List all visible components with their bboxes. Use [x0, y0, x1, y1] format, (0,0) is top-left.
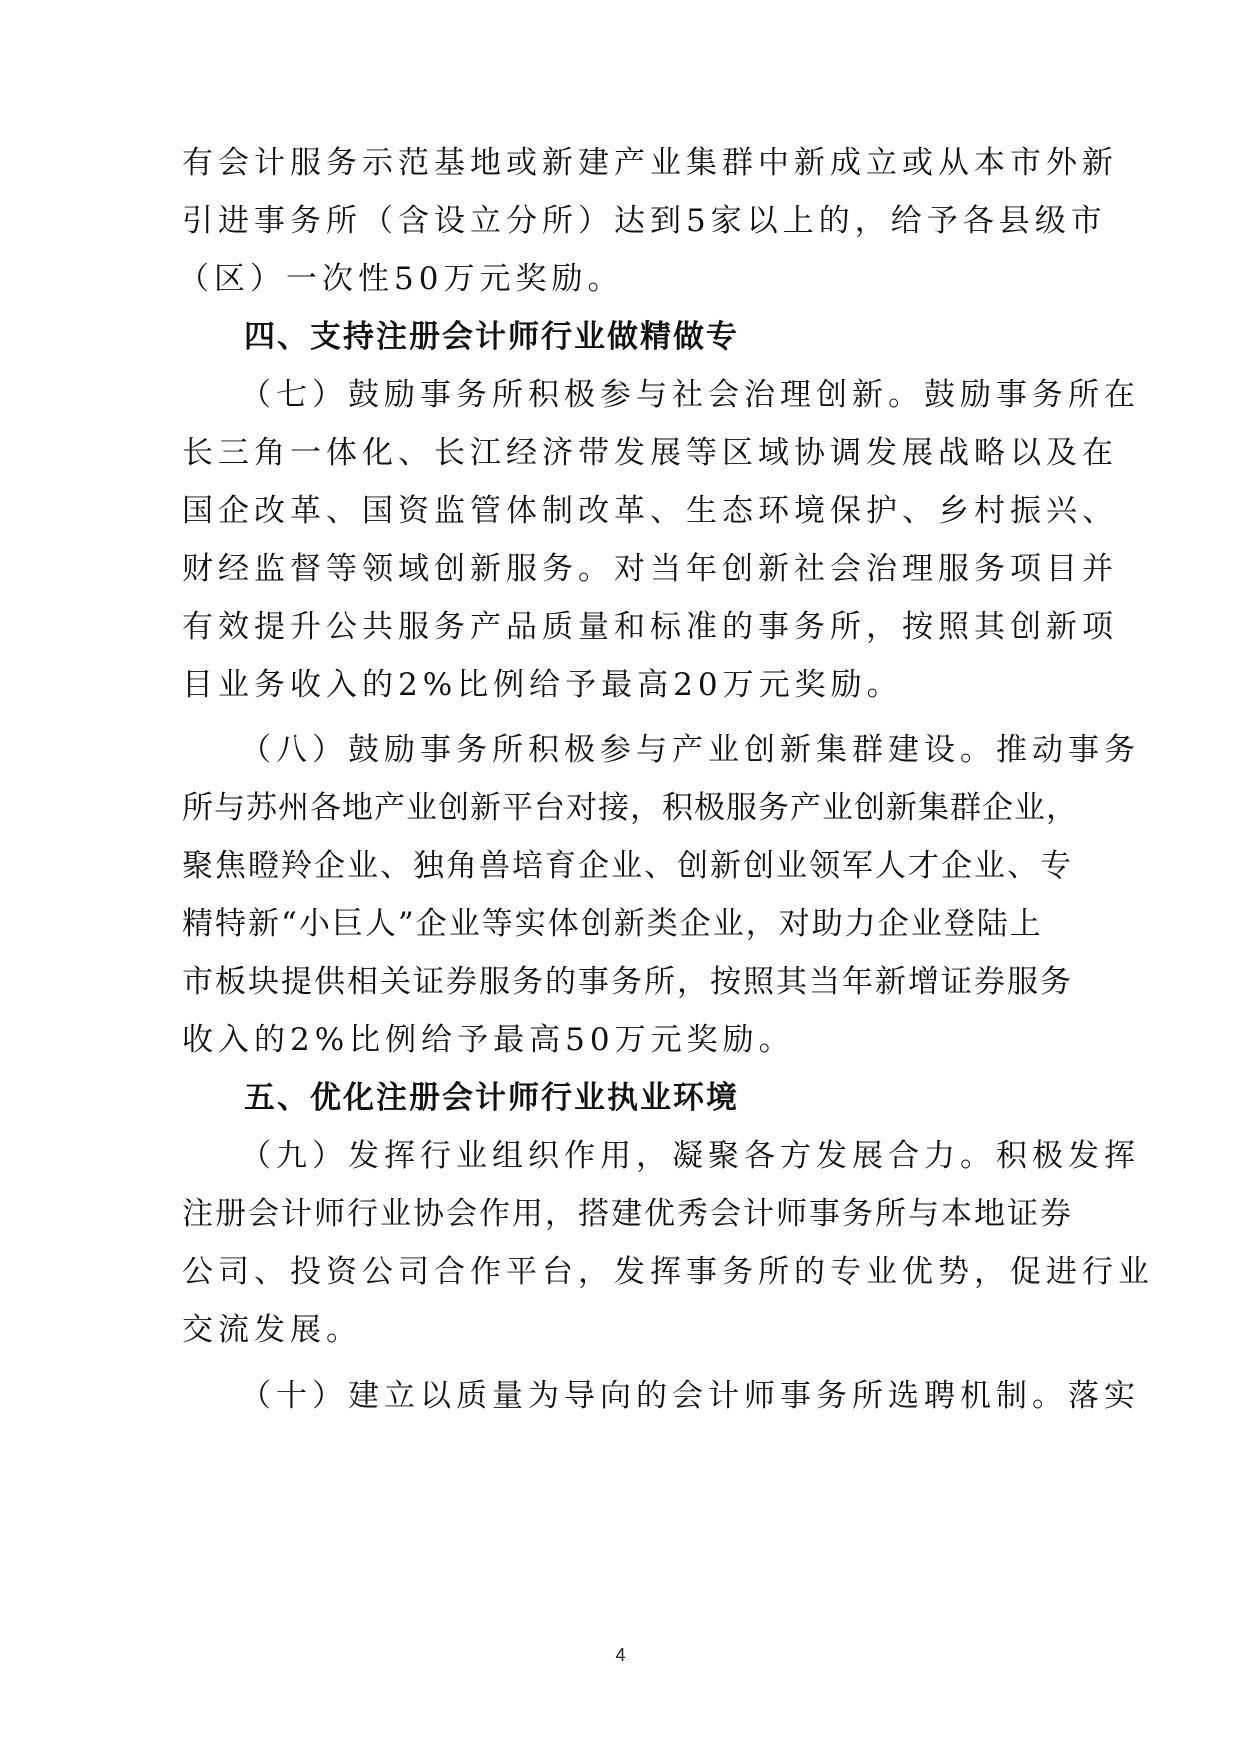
paragraph-line: 注册会计师行业协会作用，搭建优秀会计师事务所与本地证券 — [182, 1196, 1073, 1232]
paragraph-line: 目业务收入的2%比例给予最高20万元奖励。 — [182, 667, 903, 703]
paragraph-line: 市板块提供相关证券服务的事务所，按照其当年新增证券服务 — [182, 964, 1073, 1000]
paragraph-line: 收入的2%比例给予最高50万元奖励。 — [182, 1022, 795, 1058]
paragraph-line: 财经监督等领域创新服务。对当年创新社会治理服务项目并 — [182, 551, 1118, 587]
paragraph-line: 精特新“小巨人”企业等实体创新类企业，对助力企业登陆上 — [182, 906, 1043, 942]
paragraph-line: 公司、投资公司合作平台，发挥事务所的专业优势，促进行业 — [182, 1254, 1154, 1290]
paragraph-line: （七）鼓励事务所积极参与社会治理创新。鼓励事务所在 — [240, 377, 1140, 413]
paragraph-line: （区）一次性50万元奖励。 — [178, 261, 624, 297]
paragraph-line: （九）发挥行业组织作用，凝聚各方发展合力。积极发挥 — [240, 1138, 1140, 1174]
paragraph-line: 引进事务所（含设立分所）达到5家以上的，给予各县级市 — [182, 203, 1107, 239]
paragraph-line: 聚焦瞪羚企业、独角兽培育企业、创新创业领军人才企业、专 — [182, 848, 1073, 884]
paragraph-line: 国企改革、国资监管体制改革、生态环境保护、乡村振兴、 — [182, 493, 1118, 529]
section-heading-5: 五、优化注册会计师行业执业环境 — [244, 1080, 739, 1116]
paragraph-line: 所与苏州各地产业创新平台对接，积极服务产业创新集群企业， — [182, 790, 1078, 826]
paragraph-line: 交流发展。 — [182, 1312, 362, 1348]
paragraph-line: 长三角一体化、长江经济带发展等区域协调发展战略以及在 — [182, 435, 1118, 471]
section-heading-4: 四、支持注册会计师行业做精做专 — [244, 319, 739, 355]
page-number: 4 — [615, 1645, 626, 1665]
paragraph-line: 有效提升公共服务产品质量和标准的事务所，按照其创新项 — [182, 609, 1118, 645]
paragraph-line: （十）建立以质量为导向的会计师事务所选聘机制。落实 — [240, 1378, 1140, 1414]
paragraph-line: 有会计服务示范基地或新建产业集群中新成立或从本市外新 — [182, 145, 1118, 181]
paragraph-line: （八）鼓励事务所积极参与产业创新集群建设。推动事务 — [240, 732, 1140, 768]
